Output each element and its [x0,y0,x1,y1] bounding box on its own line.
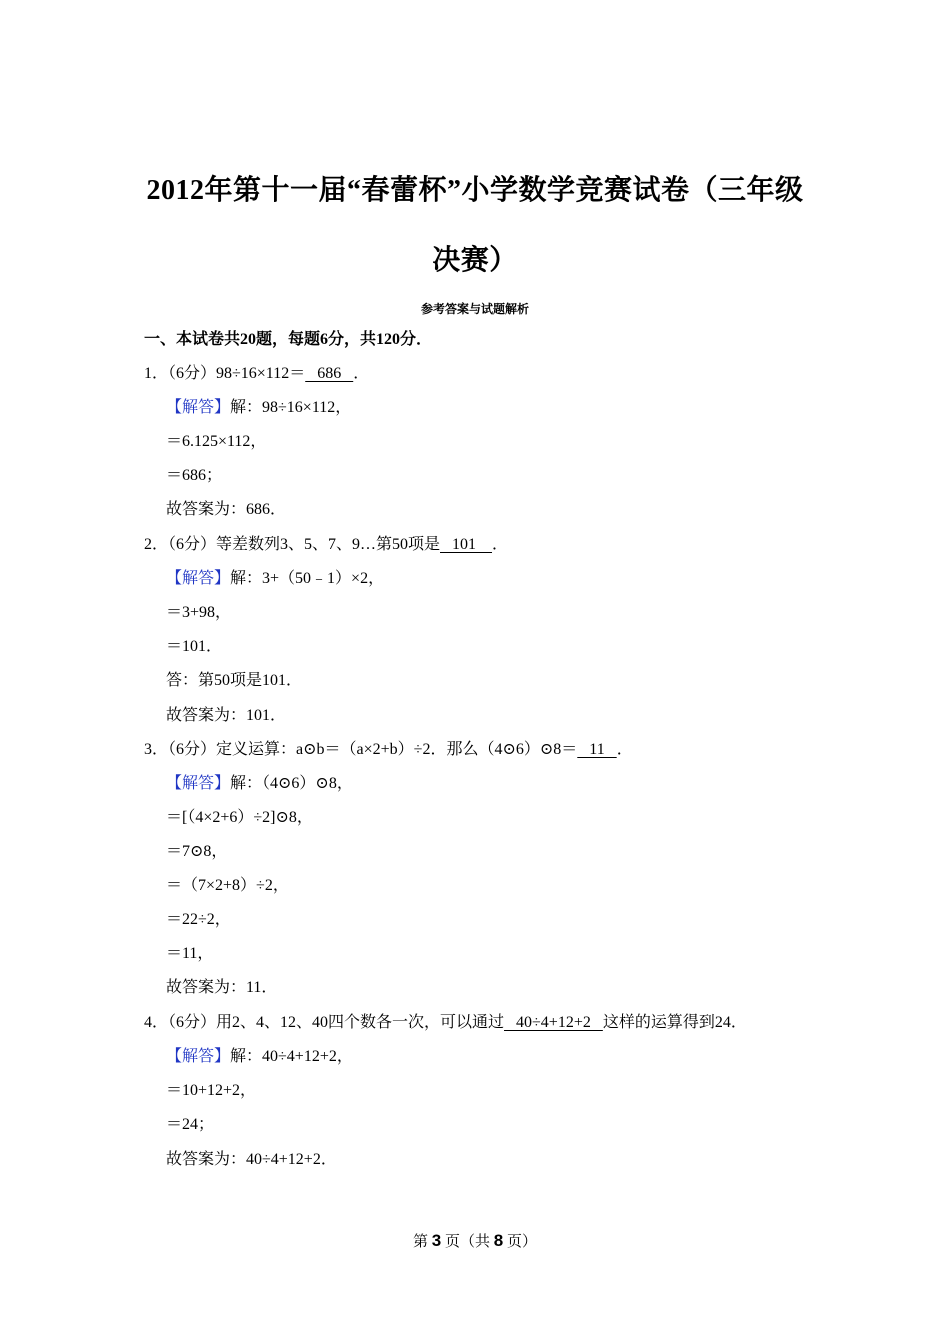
question-4 [144,1013,747,1033]
page-footer [0,1230,950,1251]
answer-tag: 【解答】 [166,775,231,792]
question-text: 3．（6分）定义运算： [144,741,297,758]
solution-step: ＝22÷2， [166,911,231,928]
question-suffix: ． [353,365,370,382]
solution-step: 解：（4⊙6）⊙8， [230,775,353,792]
answer-blank: 101 [440,536,493,553]
footer-text: 第 [413,1234,429,1250]
page-number: 3 [431,1231,442,1250]
solution-step: ＝3+98， [166,604,232,621]
solution-line [166,398,351,418]
document-title: 2012年第十一届“春蕾杯”小学数学竞赛试卷（三年级 [146,175,804,206]
question-3 [144,740,633,760]
question-2 [144,535,508,555]
solution-conclusion: 故答案为：101． [166,707,287,724]
solution-conclusion: 故答案为：686． [166,501,287,518]
section-heading: 一、本试卷共20题，每题6分，共120分． [144,331,433,348]
solution-step: 答：第50项是101． [166,672,303,689]
question-text: 2．（6分）等差数列3、5、7、9…第50项是 [144,536,441,553]
page-total: 8 [493,1231,504,1250]
solution-line [166,774,353,794]
solution-step: ＝24； [166,1116,215,1133]
solution-conclusion: 故答案为：40÷4+12+2． [166,1151,337,1168]
question-text: 4．（6分）用2、4、12、40四个数各一次，可以通过 [144,1014,505,1031]
solution-step: ＝11， [166,945,214,962]
question-expression: a⊙b＝（a×2+b）÷2．那么（4⊙6）⊙8＝ [296,741,578,758]
subtitle: 参考答案与试题解析 [420,302,529,316]
footer-text: 页（共 [444,1234,490,1250]
solution-step: ＝6.125×112， [166,433,267,450]
question-suffix: 这样的运算得到24． [602,1014,747,1031]
solution-step: 解：3+（50﹣1）×2， [230,570,385,587]
answer-blank: 40÷4+12+2 [504,1014,603,1031]
question-suffix: ． [492,536,509,553]
solution-step: 解：98÷16×112， [230,399,352,416]
solution-line [166,569,384,589]
solution-line [166,1047,353,1067]
solution-step: 解：40÷4+12+2， [230,1048,353,1065]
document-title-continued: 决赛） [432,245,518,276]
solution-step: ＝[（4×2+6）÷2]⊙8， [166,809,313,826]
answer-tag: 【解答】 [166,570,231,587]
answer-blank: 11 [577,741,617,758]
solution-step: ＝686； [166,467,223,484]
solution-step: ＝10+12+2， [166,1082,257,1099]
footer-text: 页） [506,1234,537,1250]
solution-conclusion: 故答案为：11． [166,979,278,996]
answer-blank: 686 [305,365,354,382]
answer-tag: 【解答】 [166,1048,231,1065]
solution-step: ＝7⊙8， [166,843,228,860]
solution-step: ＝101． [166,638,223,655]
question-1 [144,364,369,384]
question-suffix: ． [616,741,633,758]
solution-step: ＝（7×2+8）÷2， [166,877,289,894]
question-text: 1．（6分）98÷16×112＝ [144,365,306,382]
answer-tag: 【解答】 [166,399,231,416]
